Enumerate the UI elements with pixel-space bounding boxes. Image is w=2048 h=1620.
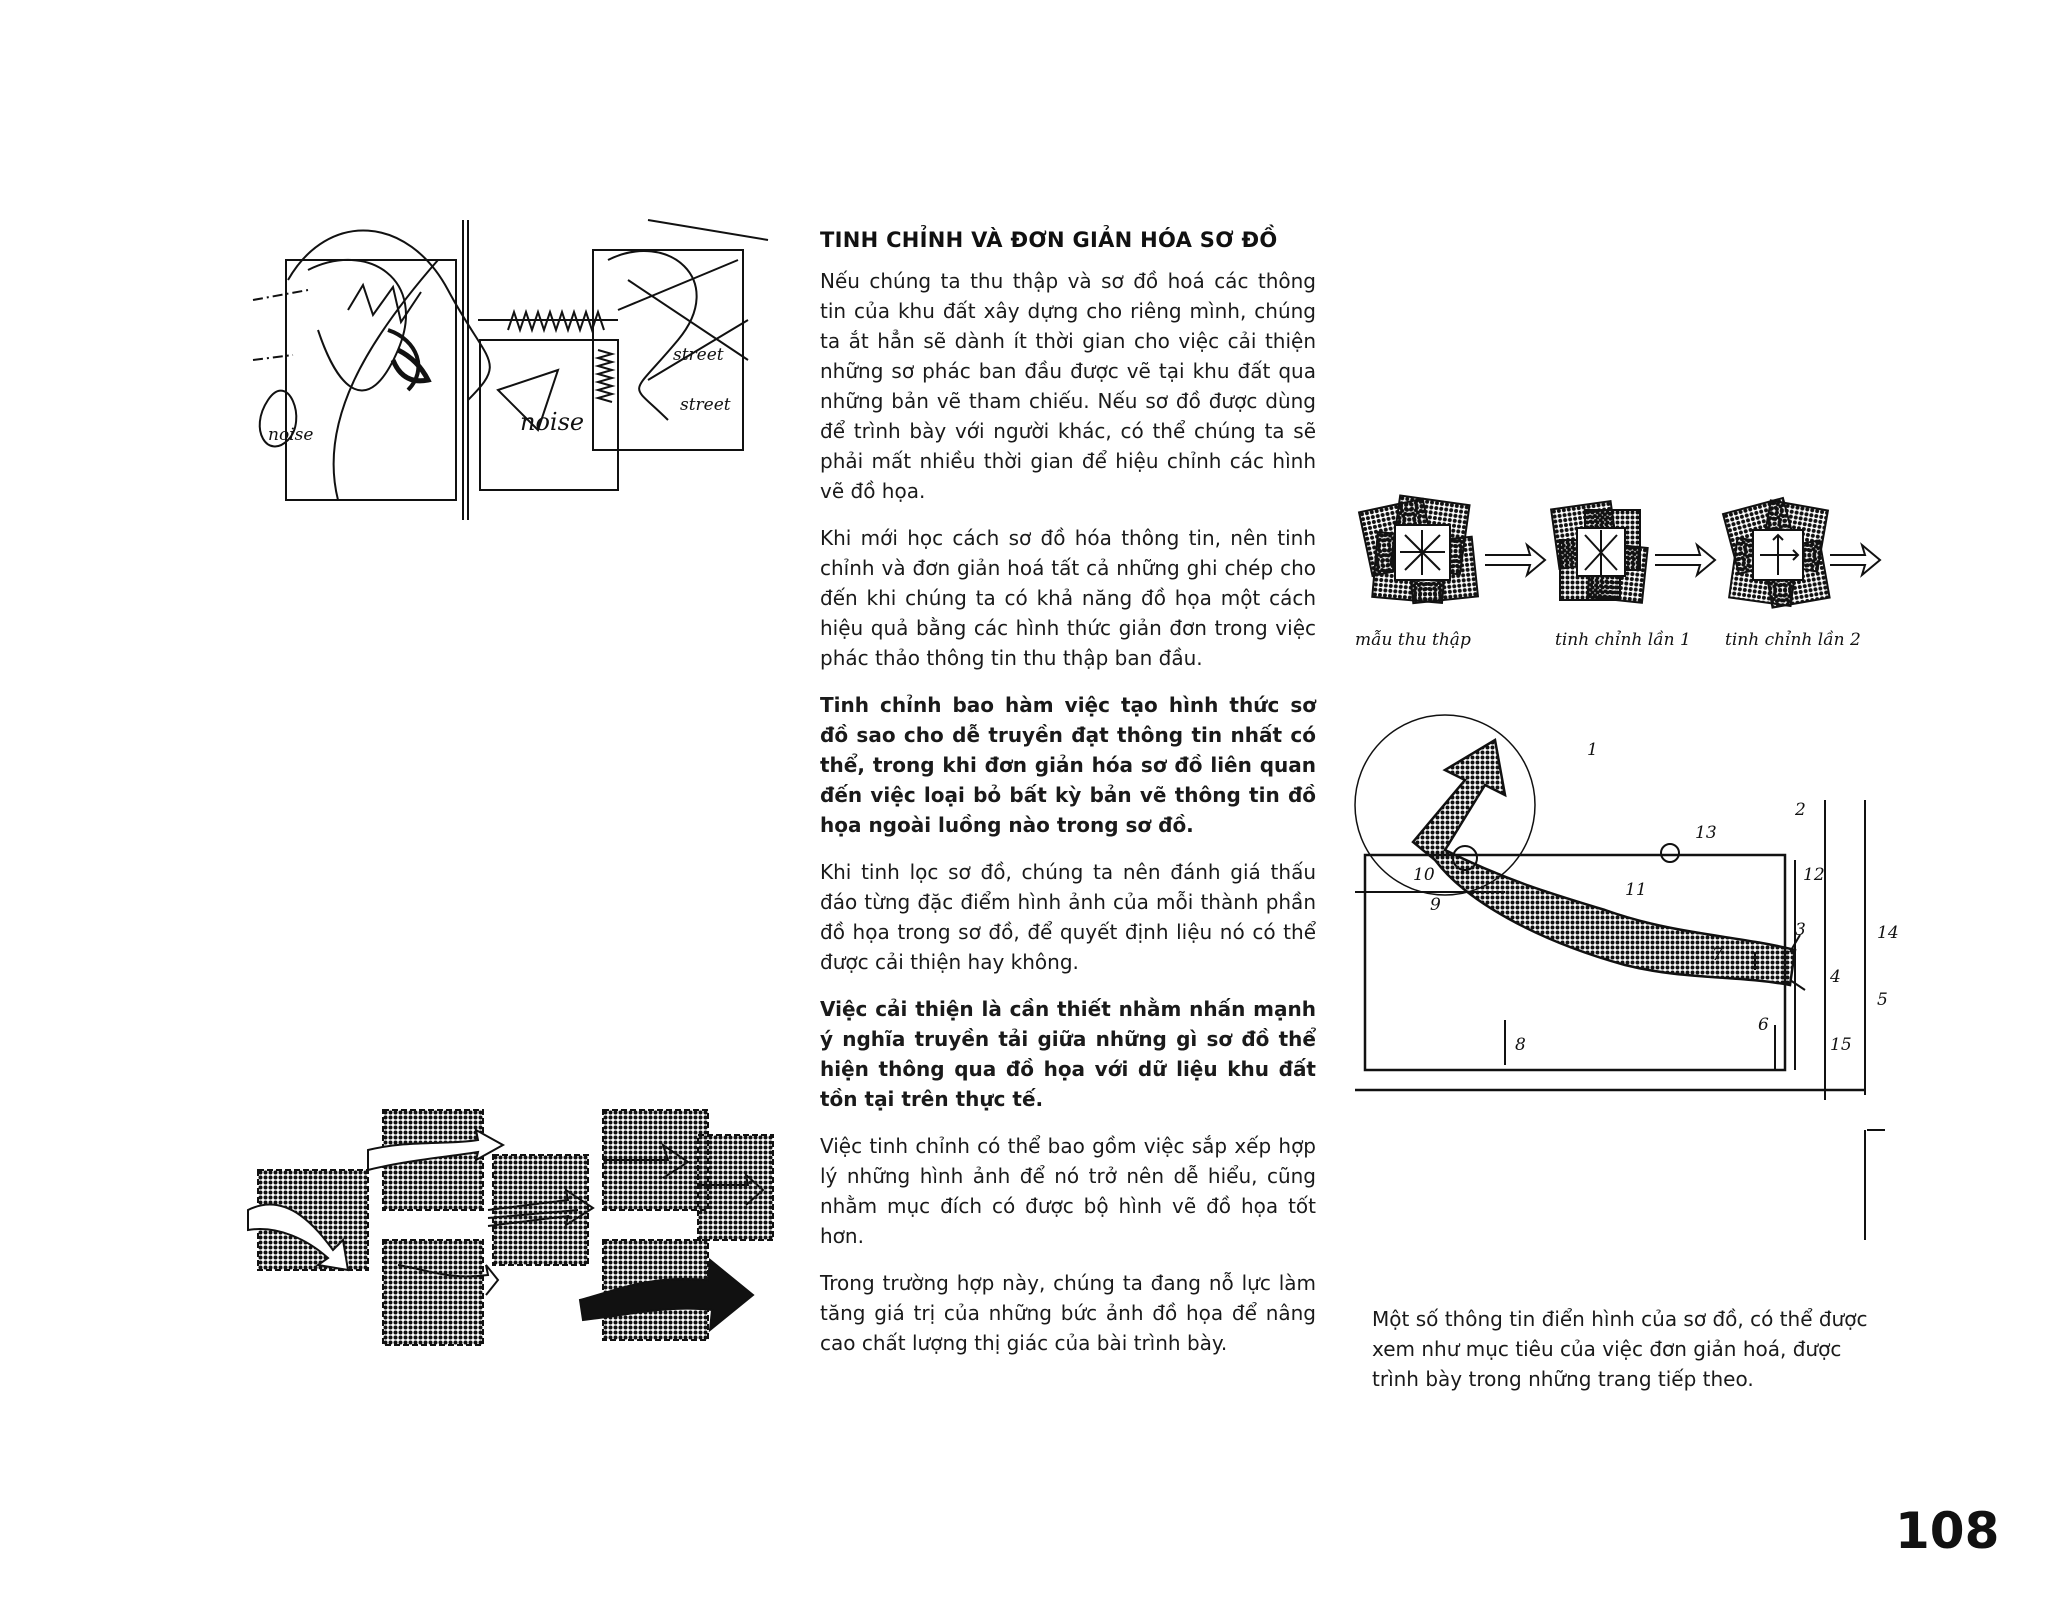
sketch-word-street-1: street [673,345,724,365]
plan-num-14: 14 [1877,923,1899,943]
article-paragraph-emphasis: Tinh chỉnh bao hàm việc tạo hình thức sơ đồ sao cho dễ truyền đạt thông tin nhất có thể, trong khi đơn giản hóa sơ đồ liên quan đến việc loại bỏ bất kỳ bản vẽ thông tin đồ họa ngoài luồng nào trong sơ đồ. [820,693,1316,837]
label-sample-collected: mẫu thu thập [1355,630,1471,650]
page-number: 108 [1895,1502,2000,1560]
article-text-column [820,228,1316,1375]
article-paragraph: Nếu chúng ta thu thập và sơ đồ hoá các thông tin của khu đất xây dựng cho riêng mình, chúng ta ắt hẳn sẽ dành ít thời gian cho việc cải thiện những sơ phác ban đầu được vẽ tại khu đất qua những bản vẽ tham chiếu. Nếu sơ đồ được dùng để trình bày với người khác, có thể chúng ta sẽ phải mất nhiều thời gian để hiệu chỉnh các hình vẽ đồ họa. [820,269,1316,503]
annotated-plan-diagram [1355,720,1899,1240]
label-refinement-2: tinh chỉnh lần 2 [1725,630,1861,650]
plan-num-3: 3 [1795,920,1806,940]
refine-stage-2 [1551,501,1648,603]
refinement-sequence-sketch [1355,490,1895,680]
plan-num-4: 4 [1830,967,1841,987]
refine-stage-3 [1723,498,1830,608]
plan-num-5: 5 [1877,990,1888,1010]
label-refinement-1: tinh chỉnh lần 1 [1555,630,1691,650]
plan-num-10: 10 [1413,865,1435,885]
plan-num-8: 8 [1515,1035,1526,1055]
plan-num-9: 9 [1430,895,1441,915]
sketch-word-noise-2: noise [268,425,314,445]
article-paragraph: Khi mới học cách sơ đồ hóa thông tin, nên tinh chỉnh và đơn giản hoá tất cả những ghi chép cho đến khi chúng ta có khả năng đồ họa một cách hiệu quả bằng các hình thức giản đơn trong việc phác thảo thông tin thu thập ban đầu. [820,526,1316,670]
plan-num-13: 13 [1695,823,1717,843]
sketch-word-noise-1: noise [520,408,585,436]
plan-num-7: 7 [1712,945,1723,965]
plan-num-11: 11 [1625,880,1647,900]
plan-num-6: 6 [1758,1015,1769,1035]
article-paragraph: Trong trường hợp này, chúng ta đang nỗ lực làm tăng giá trị của những bức ảnh đồ họa để nâng cao chất lượng thị giác của bài trình bày. [820,1271,1316,1355]
plan-num-2: 2 [1795,800,1806,820]
refine-stage-1 [1359,495,1478,603]
plan-num-15: 15 [1830,1035,1852,1055]
figure-caption: Một số thông tin điển hình của sơ đồ, có thể được xem như mục tiêu của việc đơn giản hoá, được trình bày trong những trang tiếp theo. [1372,1307,1868,1391]
article-paragraph: Việc tinh chỉnh có thể bao gồm việc sắp xếp hợp lý những hình ảnh để nó trở nên dễ hiểu, cũng nhằm mục đích có được bộ hình vẽ đồ họa tốt hơn. [820,1134,1316,1248]
article-paragraph-emphasis: Việc cải thiện là cần thiết nhằm nhấn mạnh ý nghĩa truyền tải giữa những gì sơ đồ thể hiện thông qua đồ họa với dữ liệu khu đất tồn tại trên thực tế. [820,997,1316,1111]
article-paragraph: Khi tinh lọc sơ đồ, chúng ta nên đánh giá thấu đáo từng đặc điểm hình ảnh của mỗi thành phần đồ họa trong sơ đồ, để quyết định liệu nó có thể được cải thiện hay không. [820,860,1316,974]
arrow-boxes-sketch [248,1100,778,1360]
site-sketch-rough [248,220,773,520]
article-title: TINH CHỈNH VÀ ĐƠN GIẢN HÓA SƠ ĐỒ [820,228,1278,252]
plan-num-1: 1 [1587,740,1598,760]
plan-num-12: 12 [1803,865,1825,885]
sketch-word-street-2: street [680,395,731,415]
